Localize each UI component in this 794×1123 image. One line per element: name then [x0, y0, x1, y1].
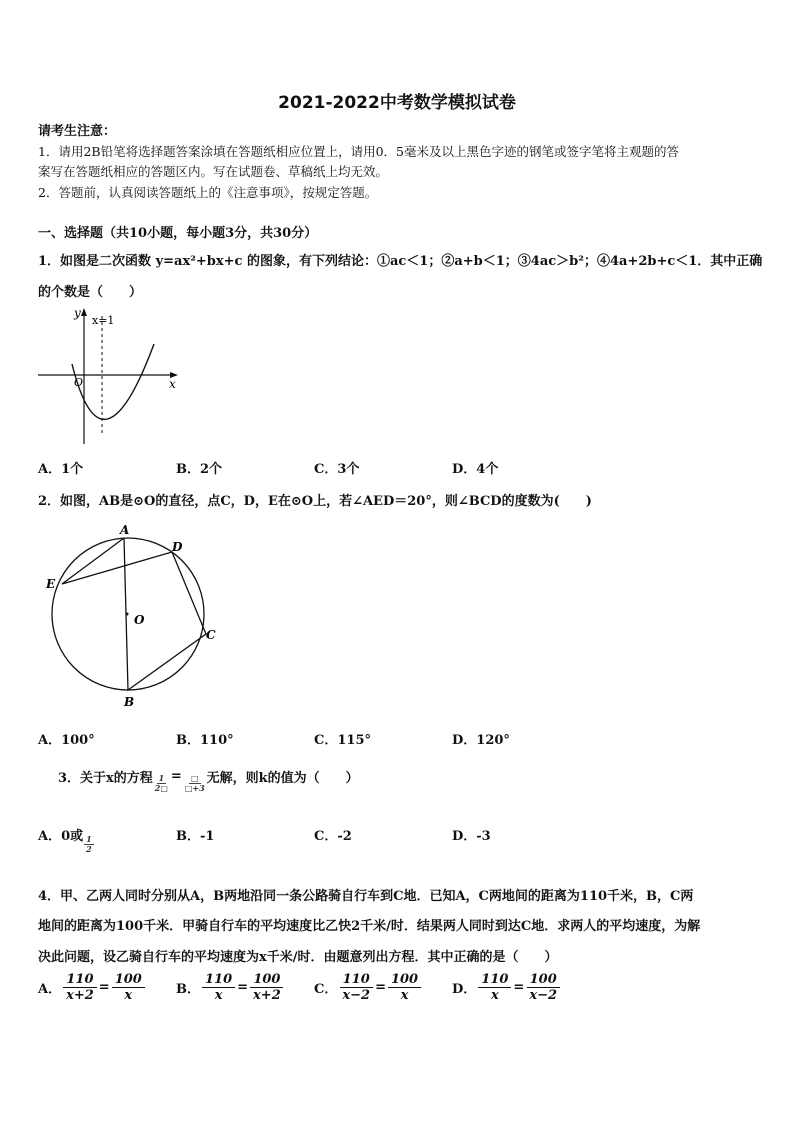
q2-option-d[interactable]: D．120° [452, 733, 510, 748]
q4-option-c-label: C． [314, 982, 338, 997]
q4-option-d-left-fraction [478, 972, 511, 1003]
q3-fraction-left [155, 774, 168, 793]
graph-axis-of-symmetry-label: x=1 [92, 314, 115, 327]
q1-option-a[interactable]: A．1个 [38, 462, 84, 477]
point-o-label: O [134, 613, 145, 627]
q4-option-a-left-fraction [63, 972, 97, 1003]
q3-fraction-right [185, 774, 205, 793]
q1-line-2: 的个数是（ ） [38, 285, 143, 300]
q3-prefix: 3．关于x的方程 [58, 771, 153, 786]
graph-origin-label: O [74, 376, 84, 389]
q3-frac1-den: 2□ [154, 783, 168, 793]
q1-line-1: 1．如图是二次函数 y=ax²+bx+c 的图象，有下列结论：①ac＜1；②a+b＜1；③4ac＞b²；④4a+2b+c＜1．其中正确 [38, 254, 763, 269]
notice-line-2: 案写在答题纸相应的答题区内。写在试题卷、草稿纸上均无效。 [38, 164, 389, 179]
q4-option-a[interactable] [38, 972, 145, 1003]
q3-frac1-num: 1 [158, 773, 165, 783]
q4-b-rden: x+2 [253, 988, 281, 1003]
q2-option-c[interactable]: C．115° [314, 733, 371, 748]
q1-option-c[interactable]: C．3个 [314, 462, 360, 477]
q4-c-rden: x [400, 988, 409, 1003]
q3-option-a-fraction [84, 835, 94, 854]
q4-a-lnum: 110 [63, 972, 96, 988]
notice-heading: 请考生注意： [38, 124, 117, 139]
page-title: 2021-2022中考数学模拟试卷 [278, 93, 516, 113]
q4-option-a-right-fraction [112, 972, 145, 1003]
q4-d-lnum: 110 [478, 972, 511, 988]
q4-b-lnum: 110 [202, 972, 235, 988]
q4-d-rnum: 100 [527, 972, 560, 988]
q4-c-lnum: 110 [340, 972, 373, 988]
q4-option-b[interactable] [176, 972, 284, 1003]
q4-option-c-right-fraction [388, 972, 421, 1003]
q4-option-b-equals: = [237, 980, 249, 995]
q4-d-lden: x [490, 988, 499, 1003]
section-heading: 一、选择题（共10小题，每小题3分，共30分） [38, 226, 318, 241]
q4-d-rden: x−2 [529, 988, 558, 1003]
point-a-label: A [120, 523, 130, 537]
q3-suffix: 无解，则k的值为（ ） [206, 771, 359, 786]
q1-option-b[interactable]: B．2个 [176, 462, 223, 477]
q3-option-a-label: A．0或 [38, 829, 84, 844]
q4-b-rnum: 100 [250, 972, 283, 988]
q2-option-b[interactable]: B．110° [176, 733, 234, 748]
point-b-label: B [124, 695, 135, 709]
q3-option-a[interactable] [38, 825, 94, 854]
q4-option-d-right-fraction [526, 972, 560, 1003]
q4-a-lden: x+2 [66, 988, 94, 1003]
q3-opta-den: 2 [86, 844, 92, 854]
q4-option-a-equals: = [98, 980, 110, 995]
q4-option-c[interactable] [314, 972, 421, 1003]
q4-option-d[interactable] [452, 972, 560, 1003]
q3-equals: = [170, 769, 182, 784]
q4-c-rnum: 100 [388, 972, 421, 988]
graph-y-label: y [74, 306, 81, 320]
q4-c-lden: x−2 [342, 988, 371, 1003]
q4-option-d-label: D． [452, 982, 477, 997]
q4-b-lden: x [214, 988, 223, 1003]
q4-a-rden: x [124, 988, 133, 1003]
q4-option-a-label: A． [38, 982, 62, 997]
graph-x-label: x [169, 377, 176, 391]
q4-option-b-right-fraction [250, 972, 284, 1003]
notice-line-3: 2．答题前，认真阅读答题纸上的《注意事项》，按规定答题。 [38, 185, 378, 200]
q4-line-1: 4．甲、乙两人同时分别从A，B两地沿同一条公路骑自行车到C地．已知A，C两地间的距离为110千米，B，C两 [38, 889, 694, 904]
q3-option-c[interactable]: C．-2 [314, 829, 352, 844]
q4-line-2: 地间的距离为100千米．甲骑自行车的平均速度比乙快2千米/时．结果两人同时到达C地．求两人的平均速度，为解 [38, 919, 701, 934]
point-c-label: C [206, 628, 216, 642]
q3-option-d[interactable]: D．-3 [452, 829, 491, 844]
point-d-label: D [172, 540, 183, 554]
circle-figure [38, 520, 224, 712]
q4-option-d-equals: = [513, 980, 525, 995]
q4-option-b-left-fraction [202, 972, 235, 1003]
q4-option-c-equals: = [375, 980, 386, 995]
q4-a-rnum: 100 [112, 972, 145, 988]
parabola-graph [36, 304, 184, 448]
notice-line-1: 1．请用2B铅笔将选择题答案涂填在答题纸相应位置上，请用0．5毫米及以上黑色字迹的钢笔或签字笔将主观题的答 [38, 144, 679, 159]
q3-option-b[interactable]: B．-1 [176, 829, 215, 844]
q4-option-b-label: B． [176, 982, 200, 997]
q4-option-c-left-fraction [339, 972, 373, 1003]
q3-opta-num: 1 [86, 834, 92, 844]
q3-stem [58, 760, 359, 793]
q2-option-a[interactable]: A．100° [38, 733, 95, 748]
point-e-label: E [46, 577, 56, 591]
q2-text: 2．如图，AB是⊙O的直径，点C，D，E在⊙O上，若∠AED＝20°，则∠BCD的度数为( ) [38, 494, 592, 509]
q3-frac2-den: □+3 [184, 783, 205, 793]
q4-line-3: 决此问题，设乙骑自行车的平均速度为x千米/时．由题意列出方程．其中正确的是（ ） [38, 950, 558, 965]
q3-frac2-num: □ [190, 773, 199, 783]
q1-option-d[interactable]: D．4个 [452, 462, 499, 477]
